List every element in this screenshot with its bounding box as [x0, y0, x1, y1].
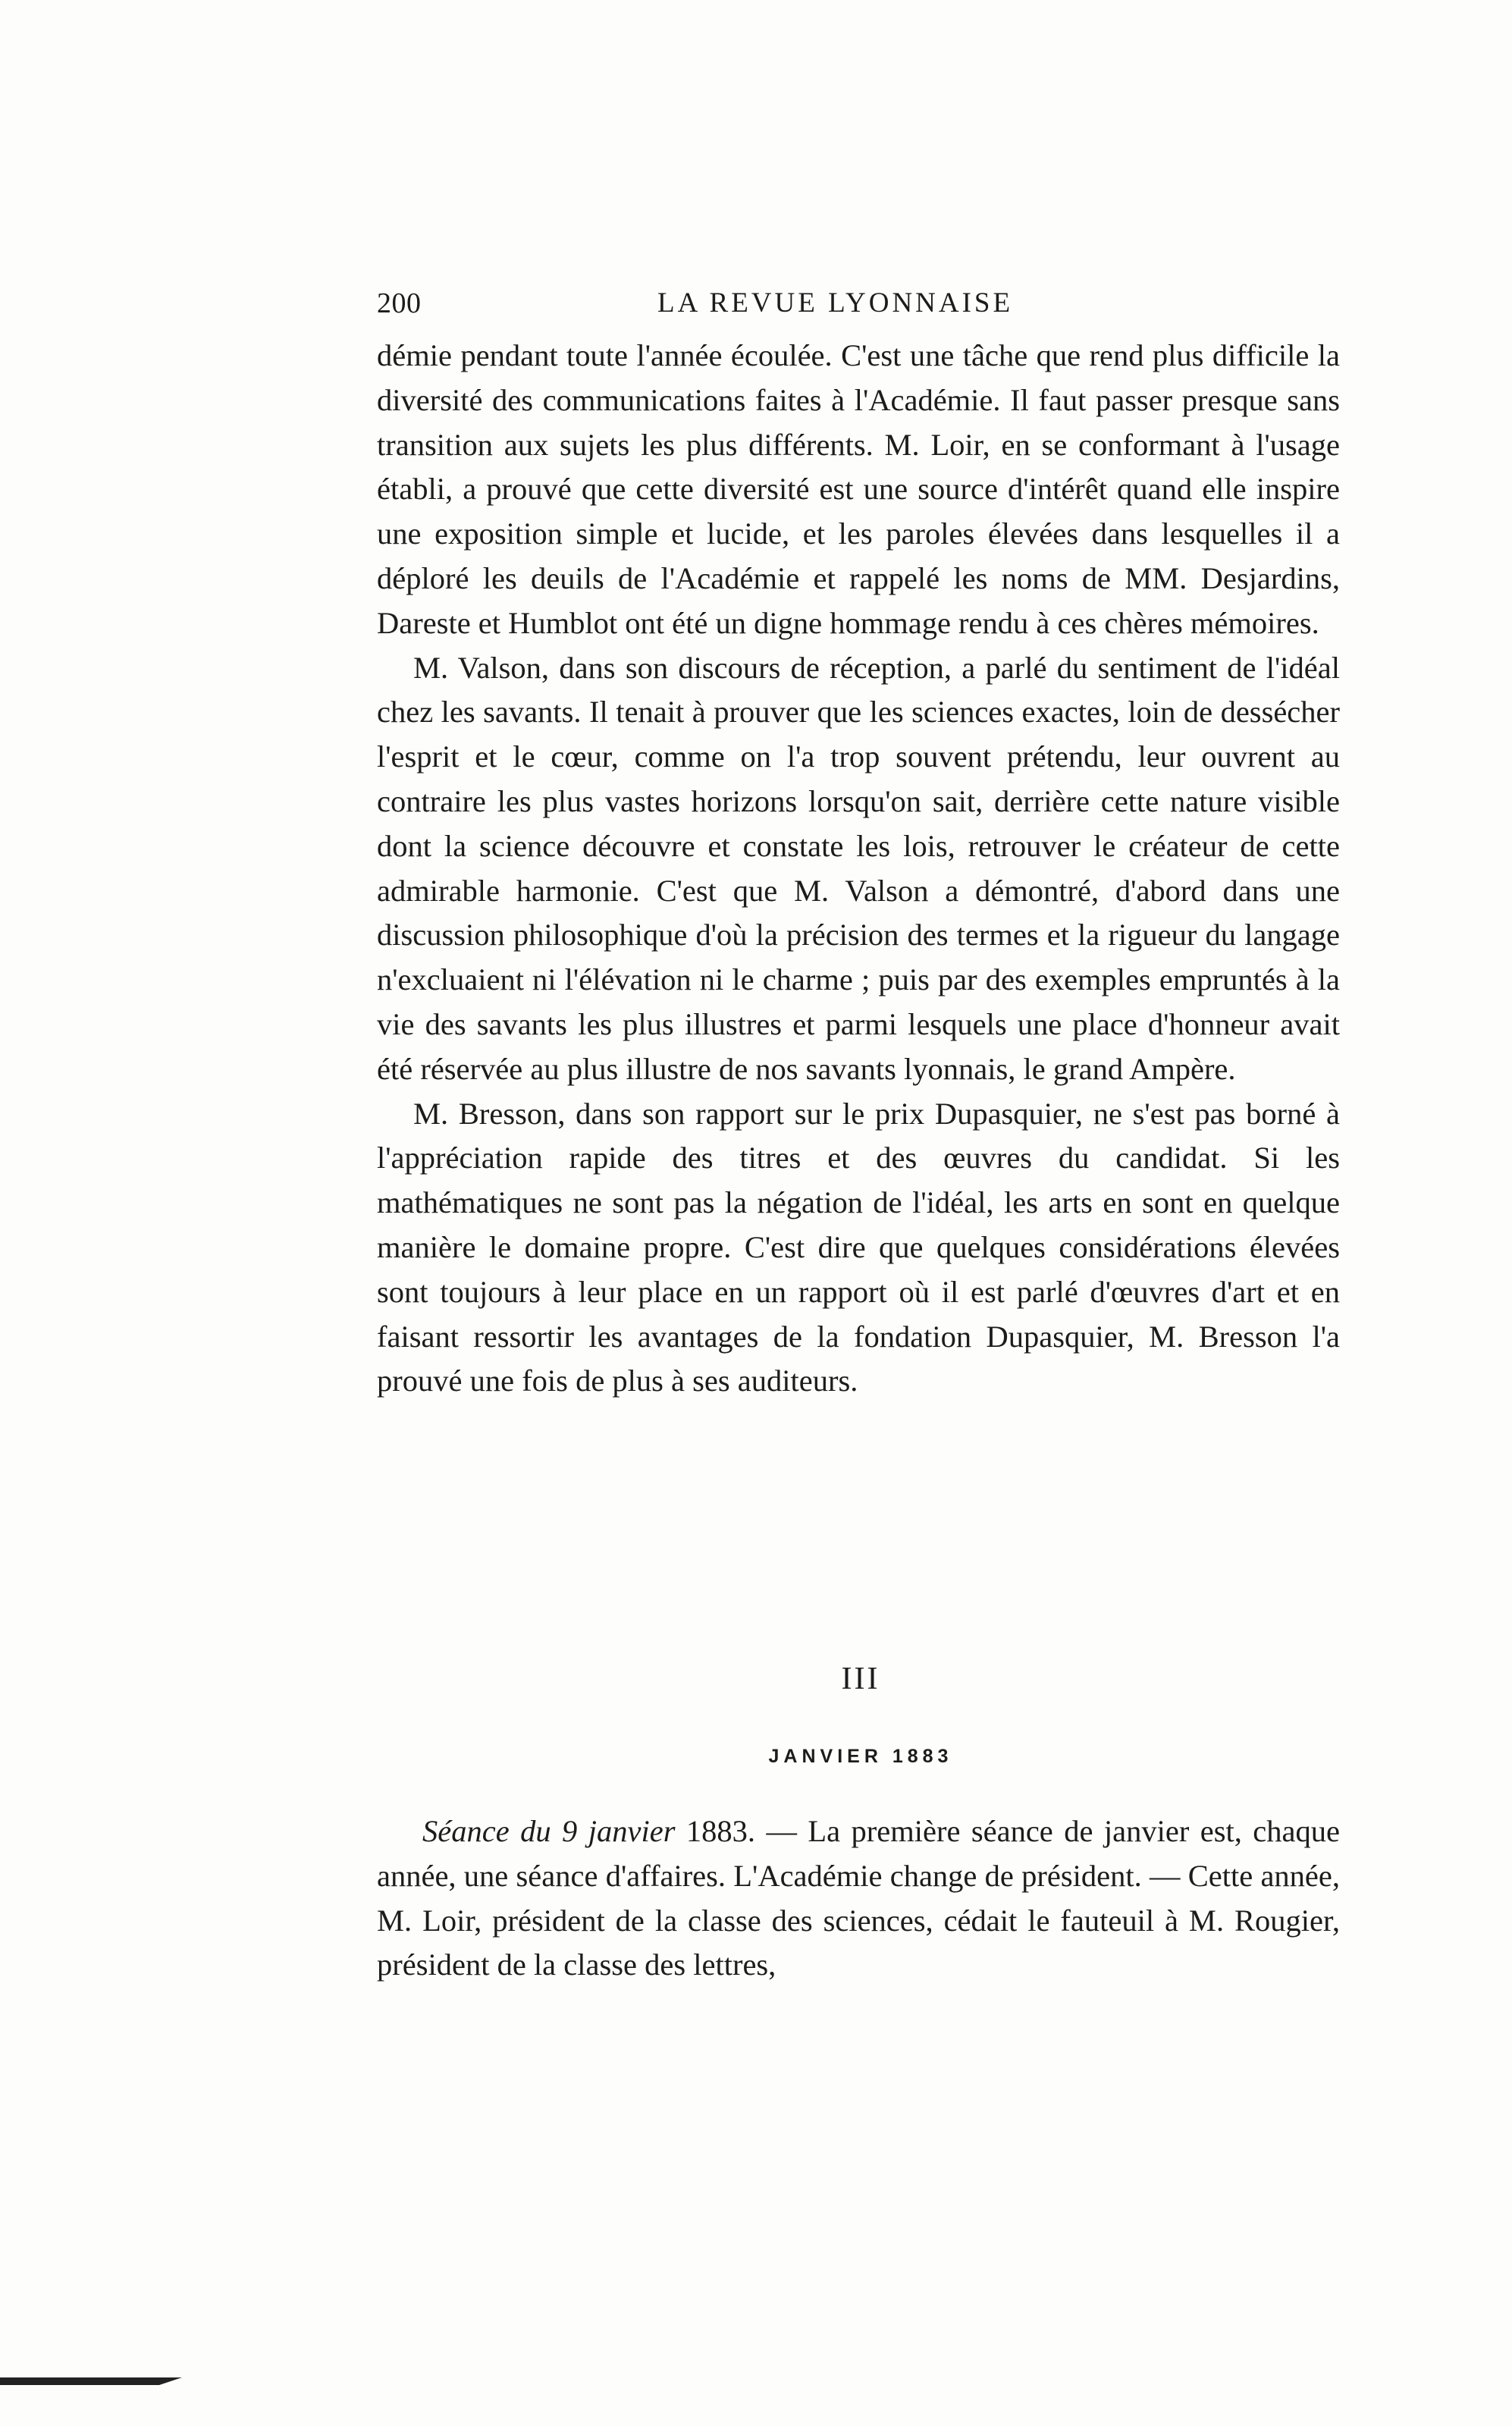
section-date: JANVIER 1883 — [768, 1746, 953, 1767]
paragraph-seance — [377, 1809, 1340, 1988]
scan-margin-mark — [0, 2377, 182, 2385]
section-numeral: III — [841, 1662, 880, 1696]
paragraph-valson: M. Valson, dans son discours de réception, a parlé du sentiment de l'idéal chez les savants. Il tenait à prouver que les sciences exactes, loin de dessécher l'esprit et le cœur, comme on l'a trop souvent prétendu, leur ouvrent au contraire les plus vastes horizons lorsqu'on sait, derrière cette nature visible dont la science découvre et constate les lois, retrouver le créateur de cette admirable harmonie. C'est que M. Valson a démontré, d'abord dans une discussion philosophique d'où la précision des termes et la rigueur du langage n'excluaient ni l'élévation ni le charme ; puis par des exemples empruntés à la vie des savants les plus illustres et parmi lesquels une place d'honneur avait été réservée au plus illustre de nos savants lyonnais, le grand Ampère. — [377, 650, 1340, 1086]
seance-lead-italic: Séance du 9 janvier — [422, 1814, 676, 1848]
seance-text: 1883. — La première séance de janvier est, chaque année, une séance d'affaires. L'Académie change de président. — Cette année, M. Loir, président de la classe des sciences, cédait le fauteuil à M. Rougier, président de la classe des lettres, — [377, 1814, 1340, 1982]
paragraph-bresson: M. Bresson, dans son rapport sur le prix Dupasquier, ne s'est pas borné à l'appréciation rapide des titres et des œuvres du candidat. Si les mathématiques ne sont pas la négation de l'idéal, les arts en sont en quelque manière le domaine propre. C'est dire que quelques considérations élevées sont toujours à leur place en un rapport où il est parlé d'œuvres d'art et en faisant ressortir les avantages de la fondation Dupasquier, M. Bresson l'a prouvé une fois de plus à ses auditeurs. — [377, 1096, 1340, 1398]
page-number: 200 — [377, 287, 422, 319]
paragraph-continuation: démie pendant toute l'année écoulée. C'est une tâche que rend plus difficile la diversité des communications faites à l'Académie. Il faut passer presque sans transition aux sujets les plus différents. M. Loir, en se conformant à l'usage établi, a prouvé que cette diversité est une source d'intérêt quand elle inspire une exposition simple et lucide, et les paroles élevées dans lesquelles il a déploré les deuils de l'Académie et rappelé les noms de MM. Desjardins, Dareste et Humblot ont été un digne hommage rendu à ces chères mémoires. — [377, 338, 1340, 640]
section-body — [377, 1809, 1340, 1988]
body-text — [377, 334, 1340, 1404]
running-head — [377, 287, 1355, 332]
journal-title: LA REVUE LYONNAISE — [657, 287, 1014, 319]
